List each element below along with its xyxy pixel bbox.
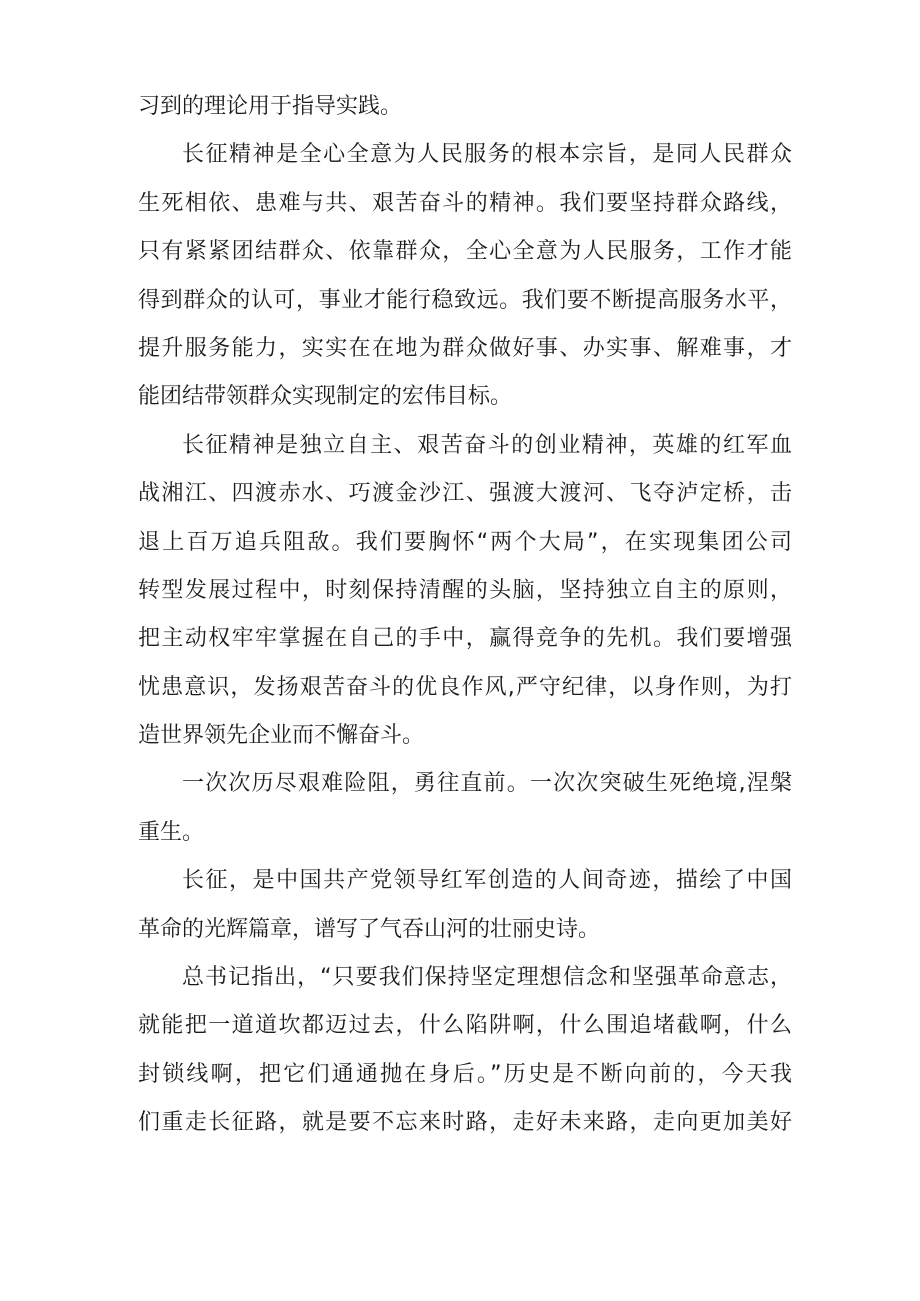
paragraph (138, 422, 792, 761)
text-line: 总书记指出，“只要我们保持坚定理想信念和坚强革命意志， (182, 965, 792, 991)
text-line: 封锁线啊，把它们通通抛在身后。”历史是不断向前的，今天我 (138, 1061, 792, 1087)
paragraph (138, 131, 792, 421)
text-line: 只有紧紧团结群众、依靠群众，全心全意为人民服务，工作才能 (138, 239, 792, 265)
paragraph (138, 857, 792, 954)
text-line: 重生。 (138, 819, 205, 845)
text-line: 一次次历尽艰难险阻，勇往直前。一次次突破生死绝境,涅槃 (182, 771, 792, 797)
text-line: 忧患意识，发扬艰苦奋斗的优良作风,严守纪律，以身作则，为打 (138, 674, 792, 700)
text-line: 战湘江、四渡赤水、巧渡金沙江、强渡大渡河、飞夺泸定桥，击 (138, 481, 792, 507)
text-line: 提升服务能力，实实在在地为群众做好事、办实事、解难事，才 (138, 335, 792, 361)
paragraph (138, 83, 792, 131)
text-line: 退上百万追兵阻敌。我们要胸怀“两个大局”，在实现集团公司 (138, 529, 792, 555)
paragraph (138, 954, 792, 1148)
text-line: 生死相依、患难与共、艰苦奋斗的精神。我们要坚持群众路线， (138, 190, 792, 216)
text-line: 就能把一道道坎都迈过去，什么陷阱啊，什么围追堵截啊，什么 (138, 1013, 792, 1039)
text-line: 把主动权牢牢掌握在自己的手中，赢得竞争的先机。我们要增强 (138, 626, 792, 652)
text-line: 转型发展过程中，时刻保持清醒的头脑，坚持独立自主的原则， (138, 577, 792, 603)
text-line: 们重走长征路，就是要不忘来时路，走好未来路，走向更加美好 (138, 1110, 792, 1136)
text-line: 得到群众的认可，事业才能行稳致远。我们要不断提高服务水平， (138, 287, 792, 313)
document-body (138, 83, 792, 1148)
text-line: 长征精神是独立自主、艰苦奋斗的创业精神，英雄的红军血 (182, 432, 792, 458)
text-line: 长征精神是全心全意为人民服务的根本宗旨，是同人民群众 (182, 142, 792, 168)
text-line: 长征，是中国共产党领导红军创造的人间奇迹，描绘了中国 (182, 868, 792, 894)
text-line: 能团结带领群众实现制定的宏伟目标。 (138, 384, 513, 410)
paragraph (138, 760, 792, 857)
text-line: 造世界领先企业而不懈奋斗。 (138, 723, 425, 749)
text-line: 革命的光辉篇章，谱写了气吞山河的壮丽史诗。 (138, 916, 601, 942)
text-line: 习到的理论用于指导实践。 (138, 94, 403, 119)
